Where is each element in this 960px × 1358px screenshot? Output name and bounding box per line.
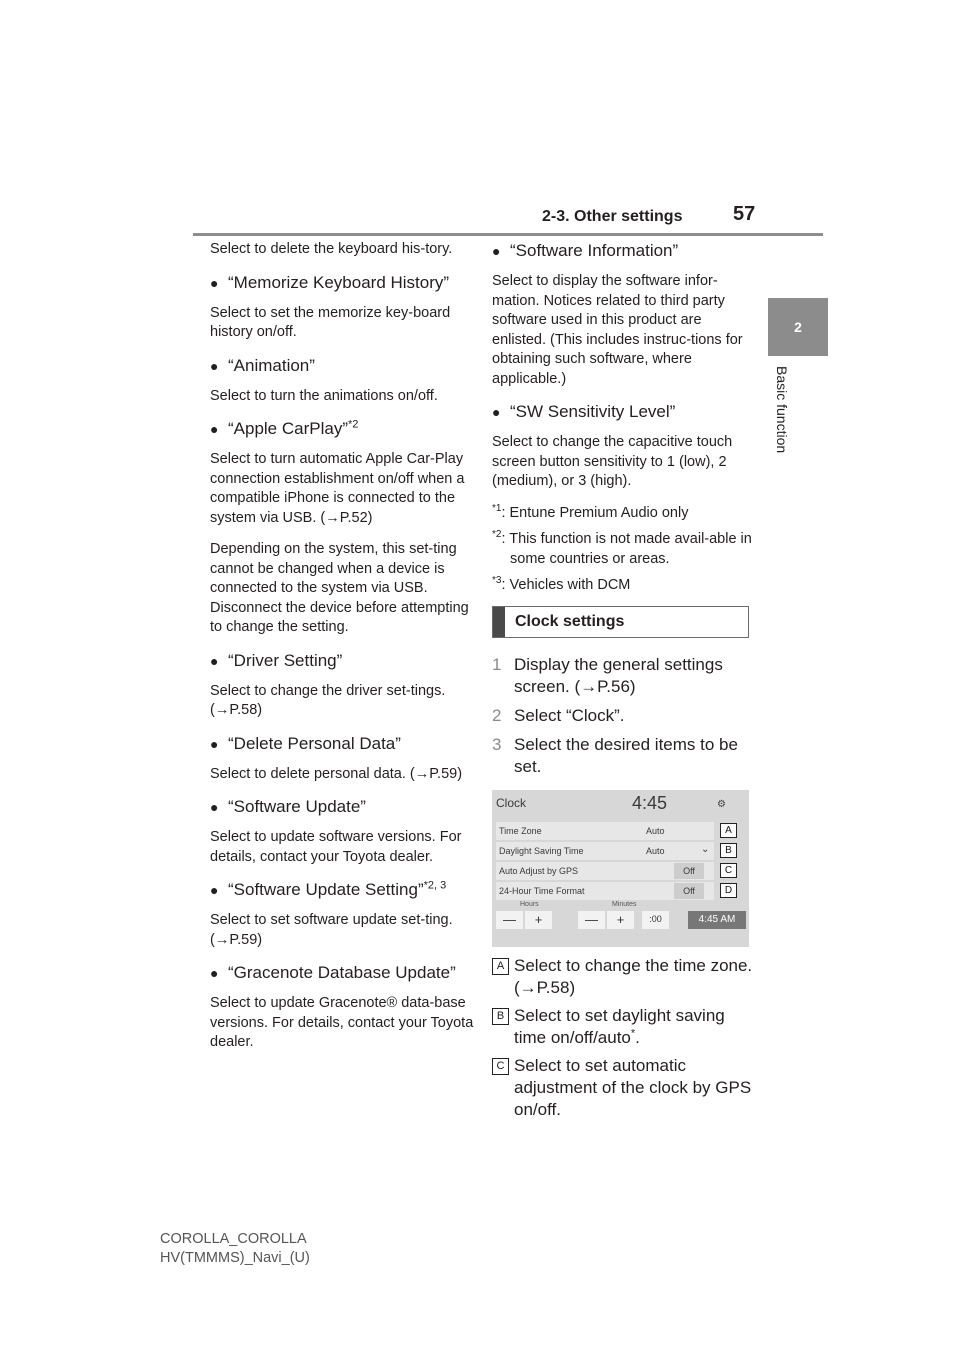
- bullet-icon: ●: [492, 243, 501, 259]
- description: Select to turn the animations on/off.: [210, 387, 438, 404]
- row-auto-adjust-gps: Auto Adjust by GPS Off: [496, 862, 714, 880]
- bullet-icon: ●: [210, 965, 219, 981]
- row-24-hour-format: 24-Hour Time Format Off: [496, 882, 714, 900]
- setting-item: ● “Memorize Keyboard History”: [210, 272, 450, 292]
- footer-model-id: COROLLA_COROLLA HV(TMMMS)_Navi_(U): [160, 1231, 310, 1266]
- minutes-plus-button: +: [607, 911, 634, 929]
- marker-a: A: [720, 823, 737, 838]
- screen-title: Clock: [496, 795, 527, 810]
- bullet-icon: ●: [492, 404, 501, 420]
- description: Select to set software update set-ting. (→P.59): [210, 912, 453, 948]
- bullet-icon: ●: [210, 882, 219, 898]
- footnote-mark: *2: [348, 418, 359, 431]
- setting-item: ● “Apple CarPlay”$^{*2}$: [210, 418, 359, 438]
- description: Select to change the capacitive touch screen button sensitivity to 1 (low), 2 (medium), or 3 (high).: [492, 434, 733, 489]
- callout-marker: B: [492, 1008, 509, 1025]
- bullet-icon: ●: [210, 274, 219, 291]
- right-column: [492, 240, 757, 1127]
- hours-minus-button: —: [496, 911, 523, 929]
- step: 1 Display the general settings screen. (→P.56): [492, 654, 723, 696]
- chapter-label: Basic function: [774, 366, 790, 454]
- header-divider: [193, 233, 823, 236]
- setting-item: ● “Software Update”: [210, 797, 366, 816]
- description: Select to update Gracenote® data-base versions. For details, contact your Toyota dealer.: [210, 995, 474, 1050]
- setting-item: ● “Animation”: [210, 355, 315, 375]
- callout-description-b: B Select to set daylight saving time on/off/auto*.: [492, 1005, 757, 1049]
- description: Select to update software versions. For details, contact your Toyota dealer.: [210, 829, 462, 865]
- bullet-icon: ●: [210, 357, 219, 374]
- chapter-tab: 2: [768, 298, 828, 356]
- row-time-zone: Time Zone Auto: [496, 822, 714, 840]
- minutes-minus-button: —: [578, 911, 605, 929]
- chevron-down-icon: ⌄: [701, 843, 710, 855]
- bullet-icon: ●: [210, 652, 219, 669]
- description: Select to set the memorize key-board history on/off.: [210, 304, 451, 340]
- marker-d: D: [720, 883, 737, 898]
- section-header-title: 2-3. Other settings: [542, 208, 683, 225]
- footnote: $^{*1}$: Entune Premium Audio only: [492, 502, 689, 521]
- step: 2 Select “Clock”.: [492, 705, 625, 725]
- minutes-label: Minutes: [612, 900, 637, 908]
- setting-item: ● “Delete Personal Data”: [210, 733, 401, 753]
- page-number: 57: [733, 203, 756, 225]
- bullet-icon: ●: [210, 421, 219, 437]
- callout-description-c: C Select to set automatic adjustment of the clock by GPS on/off.: [492, 1055, 757, 1121]
- hours-plus-button: +: [525, 911, 552, 929]
- marker-c: C: [720, 863, 737, 878]
- clock-screen-image: [492, 790, 749, 947]
- callout-description-a: A Select to change the time zone. (→P.58): [492, 955, 757, 999]
- section-title: Clock settings: [515, 612, 625, 630]
- footnote: $^{*3}$: Vehicles with DCM: [492, 575, 631, 593]
- footnote: $^{*2}$: This function is not made avail-able in some countries or areas.: [492, 529, 752, 567]
- left-column: [210, 240, 475, 1065]
- row-daylight-saving: Daylight Saving Time Auto ⌄: [496, 842, 714, 860]
- marker-b: B: [720, 843, 737, 858]
- setting-item: ● “Gracenote Database Update”: [210, 963, 456, 982]
- reset-minutes-button: :00: [642, 911, 669, 929]
- settings-icon: ⚙: [717, 798, 727, 810]
- section-header-clock: [492, 606, 749, 638]
- bullet-icon: ●: [210, 799, 219, 815]
- setting-item: ● “Software Information”: [492, 241, 679, 260]
- footnote-mark: *2, 3: [423, 879, 447, 892]
- description: Select to turn automatic Apple Car-Play connection establishment on/off when a compatible iPhone is connected to the system via USB. (→P.52): [210, 451, 465, 526]
- hours-label: Hours: [520, 900, 539, 908]
- screen-clock: 4:45: [632, 792, 668, 813]
- description: Select to display the software infor-mation. Notices related to third party software used in this product are enlisted. (This includes instruc-tions for obtaining such software, where applicable.): [492, 273, 743, 387]
- setting-item: ● “SW Sensitivity Level”: [492, 402, 676, 421]
- bullet-icon: ●: [210, 735, 219, 752]
- description: Select to change the driver set-tings. (→P.58): [210, 682, 446, 718]
- callout-marker: A: [492, 958, 509, 975]
- setting-item: ● “Driver Setting”: [210, 650, 343, 670]
- description: Select to delete personal data. (→P.59): [210, 765, 463, 782]
- section-bar: [493, 607, 505, 637]
- step: 3 Select the desired items to be set.: [492, 734, 738, 776]
- setting-item: ● “Software Update Setting”$^{*2, 3}$: [210, 879, 447, 899]
- time-display: 4:45 AM: [688, 911, 746, 929]
- description: Depending on the system, this set-ting cannot be changed when a device is connected to the system via USB. Disconnect the device before attempting to change the setting.: [210, 541, 469, 635]
- callout-marker: C: [492, 1058, 509, 1075]
- description: Select to delete the keyboard his-tory.: [210, 241, 453, 257]
